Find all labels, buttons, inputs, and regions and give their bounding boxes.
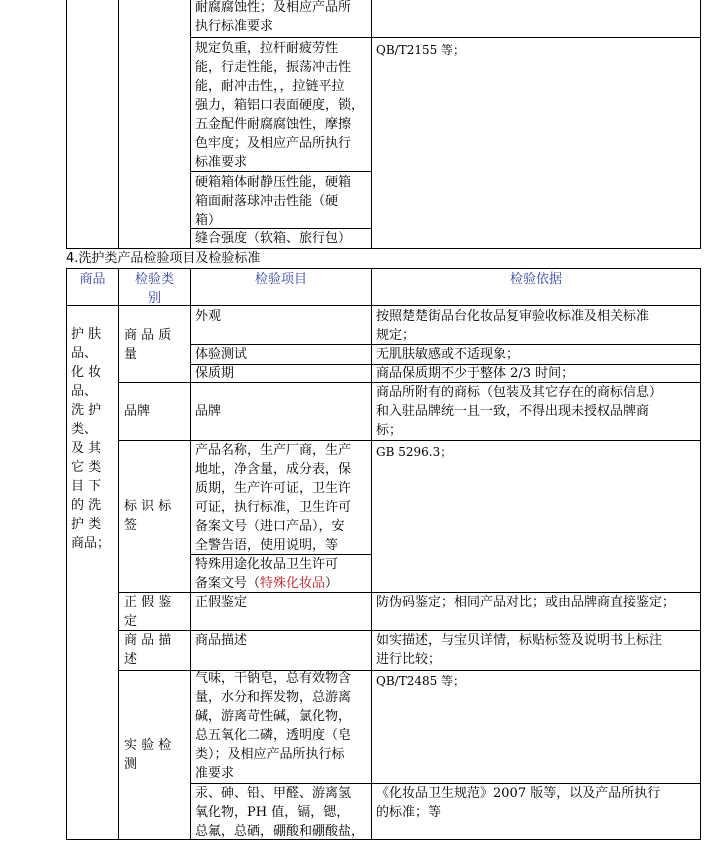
table-cell: 气味，干钠皂，总有效物含 量，水分和挥发物，总游离 碱，游离苛性碱，氯化物， 总五氧化二磷，透明度（皂 类）；及相应产品所执行标 准要求 — [195, 671, 352, 781]
table-cell: 规定负重，拉杆耐疲劳性 能，行走性能，振荡冲击性 能，耐冲击性，，拉链平拉 强力，箱铝口表面硬度，锁， 五金配件耐腐腐蚀性，摩擦 色牢度；及相应产品所执行 标准要求 — [195, 41, 365, 170]
table-cell: 商品所附有的商标（包装及其它存在的商标信息） 和入驻品牌统一且一致，不得出现未授权品牌商 标； — [376, 385, 663, 438]
column-header-category: 检验类 别 — [134, 272, 174, 306]
table-cell: 品牌 — [195, 404, 222, 419]
table-cell: 汞、砷、铅、甲醛、游离氢 氧化物，PH 值，镉，锶， 总氟，总硒，硼酸和硼酸盐， — [195, 786, 365, 839]
table-cell: 按照楚楚街品台化妆品复审验收标准及相关标准 规定； — [376, 309, 650, 343]
category-cell: 商 品 描 述 — [124, 633, 172, 667]
section-title: 4.洗护类产品检验项目及检验标准 — [66, 251, 261, 266]
category-cell: 商 品 质 量 — [124, 328, 172, 362]
table-cell: 《化妆品卫生规范》2007 版等，以及产品所执行 的标准；等 — [376, 786, 661, 820]
table-cell: 外观 — [195, 309, 222, 324]
table-cell: 硬箱箱体耐静压性能，硬箱 箱面耐落球冲击性能（硬 箱） — [195, 175, 352, 228]
special-license-tail: ） — [325, 576, 339, 591]
category-cell: 标 识 标 签 — [124, 499, 172, 533]
table-cell: 如实描述，与宝贝详情，标贴标签及说明书上标注 进行比较； — [376, 633, 663, 667]
table-cell: 无肌肤敏感或不适现象； — [376, 347, 520, 362]
table-cell: 保质期 — [195, 366, 235, 381]
table-cell: 缝合强度（软箱、旅行包） — [195, 231, 352, 246]
special-cosmetics-highlight: 特殊化妆品 — [260, 576, 326, 591]
category-cell: 实 验 检 测 — [124, 738, 172, 772]
table-cell: QB/T2155 等； — [376, 43, 466, 57]
table-cell: 商品保质期不少于整体 2/3 时间； — [376, 366, 575, 381]
column-header-item: 检验项目 — [254, 272, 307, 287]
table-cell: 正假鉴定 — [195, 595, 248, 610]
special-license-label: 特殊用途化妆品卫生许可 备案文号（ — [195, 557, 339, 591]
table-cell: GB 5296.3； — [376, 445, 453, 459]
goods-cell: 护 肤 品、 化 妆 品、 洗 护 类、 及 其 它 类 目 下 的 洗 护 类 商品； — [71, 327, 111, 551]
category-cell: 正 假 鉴 定 — [124, 595, 172, 629]
table-cell — [195, 555, 371, 593]
table-cell: 防伪码鉴定；相同产品对比；或由品牌商直接鉴定； — [376, 595, 676, 610]
column-header-goods: 商品 — [79, 272, 106, 287]
table-cell: 商品描述 — [195, 633, 248, 648]
category-cell: 品牌 — [124, 404, 151, 419]
table-cell: 耐腐腐蚀性；及相应产品所 执行标准要求 — [195, 0, 352, 34]
table-cell: QB/T2485 等； — [376, 674, 466, 688]
column-header-basis: 检验依据 — [509, 272, 562, 287]
table-cell: 体验测试 — [195, 347, 248, 362]
table-cell: 产品名称，生产厂商，生产 地址，净含量，成分表，保 质期，生产许可证，卫生许 可证，执行标准，卫生许可 备案文号（进口产品），安 全警告语，使用说明，等 — [195, 443, 352, 553]
